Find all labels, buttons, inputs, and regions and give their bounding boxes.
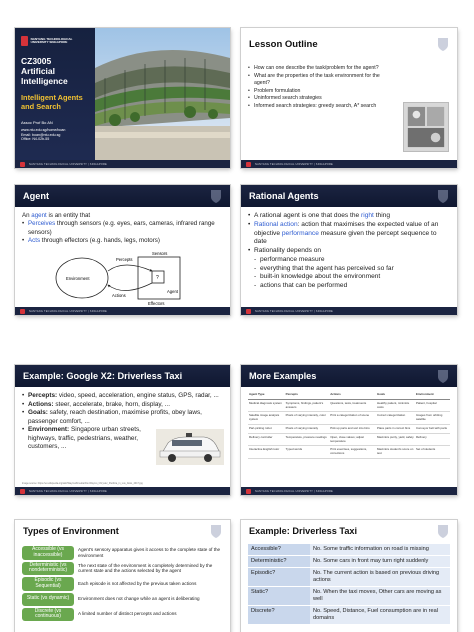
table-cell: Temperature, pressure readings: [285, 433, 330, 446]
contact-office: Office: N4-02b-55: [21, 137, 50, 142]
table-cell: Place parts in correct bins: [376, 424, 415, 433]
footer-text: NANYANG TECHNOLOGICAL UNIVERSITY | SINGAPORE: [255, 489, 333, 493]
slide-agent: [15, 185, 230, 315]
property-key: Percepts:: [28, 392, 58, 399]
property-key: Environment:: [28, 426, 70, 434]
ntu-crest-icon: [437, 189, 449, 203]
env-type-chip: Static (vs dynamic): [22, 593, 74, 606]
diagram-actions-label: Actions: [112, 293, 126, 299]
list-item-text: A rational agent is one that does the: [254, 212, 362, 219]
acts-term: Acts: [28, 237, 41, 245]
table-cell: Patient, hospital: [415, 399, 450, 412]
performance-term: performance: [281, 229, 319, 237]
list-item: [248, 221, 450, 247]
env-type-row: [22, 608, 223, 622]
property-value: video, speed, acceleration, engine status, GPS, radar, ...: [57, 392, 219, 399]
env-type-chip: Deterministic (vs nondeterministic): [22, 562, 74, 576]
slide-title: Types of Environment: [23, 526, 119, 536]
waymo-car-photo: [156, 429, 224, 465]
contact-info: [21, 128, 89, 143]
list-item-text: through effectors (e.g. hands, legs, motors): [40, 237, 160, 245]
env-type-description: Each episode is not affected by the previous taken actions: [78, 580, 197, 586]
ntu-footer-logo-icon: [20, 489, 25, 494]
property-answer: No. When the taxi moves, Other cars are moving as well: [310, 586, 450, 605]
slide-footer: [241, 487, 457, 495]
diagram-environment-label: Environment: [66, 276, 90, 282]
slide-title: Agent: [23, 191, 50, 201]
slide-header: [241, 185, 457, 207]
diagram-effectors-label: Effectors: [148, 301, 165, 307]
ntu-crest-icon: [210, 524, 222, 538]
list-item-text: : action that maximises the expected value of an objective: [254, 220, 439, 237]
agent-bullets: [22, 220, 223, 245]
table-cell: Pick up parts and sort into bins: [329, 424, 376, 433]
contact-website: www.ntu.edu.sg/home/boan: [21, 127, 66, 132]
image-credit: Image source: https://en.wikipedia.org/wiki/Waymo#/media/File:Waymo_Chrysler_Pacifica_in_Los_Altos_2017.jpg: [22, 481, 143, 485]
list-item: • What are the properties of the task environment for the agent?: [248, 73, 397, 88]
slide-title: Lesson Outline: [249, 38, 318, 50]
env-type-row: [22, 546, 223, 560]
list-item: [22, 401, 223, 410]
ntu-footer-logo-icon: [20, 162, 25, 167]
list-item: - actions that can be performed: [248, 282, 450, 291]
table-cell: Pixels of varying intensity: [285, 424, 330, 433]
slide-google-taxi: [15, 365, 230, 495]
table-cell: Questions, tests, treatments: [329, 399, 376, 412]
property-key: Goals:: [28, 409, 48, 417]
property-key: Actions:: [28, 400, 54, 408]
list-item: • Rationality depends on: [248, 247, 450, 256]
list-item: - built-in knowledge about the environment: [248, 273, 450, 282]
presenter-name: Assoc Prof Bo AN: [21, 119, 53, 125]
env-type-row: [22, 593, 223, 606]
env-type-description: A limited number of distinct percepts and actions: [78, 611, 177, 617]
agent-term: agent: [31, 212, 47, 219]
table-cell: Pixels of varying intensity, color: [285, 412, 330, 425]
slide-header: [241, 365, 457, 387]
table-cell: Set of students: [415, 446, 450, 459]
rational-action-term: Rational action: [254, 220, 298, 228]
ntu-footer-logo-icon: [246, 309, 251, 314]
robot-photo: [403, 102, 449, 152]
campus-photo: [95, 28, 230, 168]
ntu-crest-icon: [437, 369, 449, 383]
env-type-chip: Episodic (vs Sequential): [22, 577, 74, 591]
ntu-crest-icon: [21, 36, 28, 46]
table-row: [248, 446, 450, 459]
slide-lesson-outline: [241, 28, 457, 168]
course-title: Artificial Intelligence: [21, 66, 68, 86]
list-item: • How can one describe the task/problem for the agent?: [248, 65, 397, 73]
property-name: Discrete?: [248, 605, 310, 624]
table-cell: Part-picking robot: [248, 424, 285, 433]
slide-footer: [15, 307, 230, 315]
rational-agent-list: [248, 212, 450, 256]
slide-title: Example: Driverless Taxi: [249, 526, 358, 536]
table-row: [248, 433, 450, 446]
table-cell: Print exercises, suggestions, corrections: [329, 446, 376, 459]
slide-title: Example: Google X2: Driverless Taxi: [23, 371, 183, 381]
list-item: [22, 392, 223, 401]
table-cell: Healthy patient, minimize costs: [376, 399, 415, 412]
table-cell: Satellite image analysis system: [248, 412, 285, 425]
table-cell: Correct categorization: [376, 412, 415, 425]
slide-footer: [241, 160, 457, 168]
list-item-text: thing: [373, 212, 391, 219]
slide-title: More Examples: [249, 371, 317, 381]
list-item: • Uninformed search strategies: [248, 95, 397, 103]
property-name: Accessible?: [248, 544, 310, 555]
property-value: steer, accelerate, brake, horn, display, ...: [53, 400, 170, 408]
diagram-sensors-label: Sensors: [152, 251, 168, 257]
right-term: right: [361, 212, 374, 219]
property-answer: No. Some traffic information on road is missing: [310, 544, 450, 555]
table-row: [248, 544, 450, 555]
slide-header: [15, 520, 230, 542]
footer-text: NANYANG TECHNOLOGICAL UNIVERSITY | SINGAPORE: [255, 162, 333, 166]
slide-footer: [15, 487, 230, 495]
table-row: [248, 555, 450, 567]
list-item: [22, 409, 223, 426]
table-row: [248, 412, 450, 425]
slide-rational-agents: [241, 185, 457, 315]
property-value: safety, reach destination, maximise profits, obey laws, passenger comfort, ...: [28, 409, 202, 425]
column-header: Agent Type: [248, 392, 285, 399]
contact-email: Email: boan@ntu.edu.sg: [21, 132, 61, 137]
column-header: Goals: [376, 392, 415, 399]
definition-text: is an entity that: [46, 212, 91, 219]
property-answer: No. Some cars in front may turn right suddenly: [310, 555, 450, 567]
property-answer: No. Speed, Distance, Fuel consumption are in real domains: [310, 605, 450, 624]
table-cell: Open, close valves; adjust temperature: [329, 433, 376, 446]
env-type-row: [22, 577, 223, 591]
table-cell: Refinery: [415, 433, 450, 446]
agent-environment-diagram: [52, 249, 192, 307]
slide-header: [15, 185, 230, 207]
footer-text: NANYANG TECHNOLOGICAL UNIVERSITY | SINGAPORE: [29, 162, 107, 166]
ntu-crest-icon: [437, 524, 449, 538]
diagram-question-mark: ?: [156, 275, 159, 282]
property-name: Episodic?: [248, 567, 310, 586]
slide-footer: [15, 160, 230, 168]
ntu-footer-logo-icon: [246, 162, 251, 167]
column-header: Percepts: [285, 392, 330, 399]
agent-examples-table: [248, 392, 450, 459]
list-item: - everything that the agent has perceived so far: [248, 265, 450, 274]
definition-text: An: [22, 212, 32, 219]
table-cell: Print a categorization of scene: [329, 412, 376, 425]
footer-text: NANYANG TECHNOLOGICAL UNIVERSITY | SINGAPORE: [29, 309, 107, 313]
table-cell: Images from orbiting satellite: [415, 412, 450, 425]
list-item-text: measure given the percept sequence to date: [254, 229, 437, 246]
slide-driverless-taxi: [241, 520, 457, 632]
table-row: [248, 567, 450, 586]
footer-text: NANYANG TECHNOLOGICAL UNIVERSITY | SINGAPORE: [29, 489, 107, 493]
ntu-crest-icon: [437, 37, 449, 51]
env-type-chip: Discrete (vs continuous): [22, 608, 74, 622]
rationality-factors: [248, 256, 450, 291]
property-name: Static?: [248, 586, 310, 605]
table-row: [248, 399, 450, 412]
env-type-description: Agent's sensory apparatus gives it access to the complete state of the environment: [78, 547, 221, 558]
course-code: CZ3005: [21, 56, 52, 66]
slide-title: [15, 28, 230, 168]
column-header: Environment: [415, 392, 450, 399]
lecture-title: Intelligent Agents and Search: [21, 93, 83, 111]
diagram-agent-label: Agent: [167, 289, 178, 295]
list-item: • Informed search strategies: greedy search, A* search: [248, 103, 397, 111]
slide-header: [15, 365, 230, 387]
outline-list: [248, 65, 397, 110]
ntu-crest-icon: [210, 189, 222, 203]
table-cell: Symptoms, findings, patient's answers: [285, 399, 330, 412]
title-panel: [15, 28, 95, 168]
slide-header: [241, 28, 457, 60]
env-type-row: [22, 562, 223, 576]
ntu-logo-text: NANYANG TECHNOLOGICAL UNIVERSITY SINGAPORE: [30, 36, 73, 44]
list-item: [22, 220, 223, 237]
footer-text: NANYANG TECHNOLOGICAL UNIVERSITY | SINGAPORE: [255, 309, 333, 313]
list-item: - performance measure: [248, 256, 450, 265]
slide-types-of-environment: [15, 520, 230, 632]
column-header: Actions: [329, 392, 376, 399]
agent-definition: [22, 212, 223, 220]
diagram-percepts-label: Percepts: [116, 257, 133, 263]
list-item: [248, 212, 450, 221]
ntu-logo: [21, 36, 89, 46]
env-type-chip: Accessible (vs inaccessible): [22, 546, 74, 560]
list-item: • Problem formulation: [248, 88, 397, 96]
env-type-description: The next state of the environment is completely determined by the current state and the actions selected by the agent: [78, 562, 213, 574]
property-name: Deterministic?: [248, 555, 310, 567]
ntu-footer-logo-icon: [246, 489, 251, 494]
perceives-term: Perceives: [28, 220, 56, 228]
table-cell: Interactive English tutor: [248, 446, 285, 459]
table-cell: Refinery controller: [248, 433, 285, 446]
table-cell: Medical diagnosis system: [248, 399, 285, 412]
list-item: [22, 237, 223, 245]
table-row: [248, 424, 450, 433]
table-cell: Typed words: [285, 446, 330, 459]
slide-footer: [241, 307, 457, 315]
slide-header: [241, 520, 457, 542]
table-cell: Maximize student's score on test: [376, 446, 415, 459]
table-cell: Conveyor belt with parts: [415, 424, 450, 433]
slide-more-examples: [241, 365, 457, 495]
table-row: [248, 586, 450, 605]
list-item-text: through sensors (e.g. eyes, ears, cameras, infrared range sensors): [28, 220, 215, 236]
property-value: Singapore urban streets, highways, traffic, pedestrians, weather, customers, ...: [28, 426, 141, 451]
table-cell: Maximize purity, yield, safety: [376, 433, 415, 446]
table-header-row: [248, 392, 450, 399]
taxi-environment-table: [248, 544, 450, 625]
slide-title: Rational Agents: [249, 191, 319, 201]
table-row: [248, 605, 450, 624]
env-type-description: Environment does not change while an agent is deliberating: [78, 596, 200, 602]
ntu-footer-logo-icon: [20, 309, 25, 314]
property-answer: No. The current action is based on previous driving actions: [310, 567, 450, 586]
